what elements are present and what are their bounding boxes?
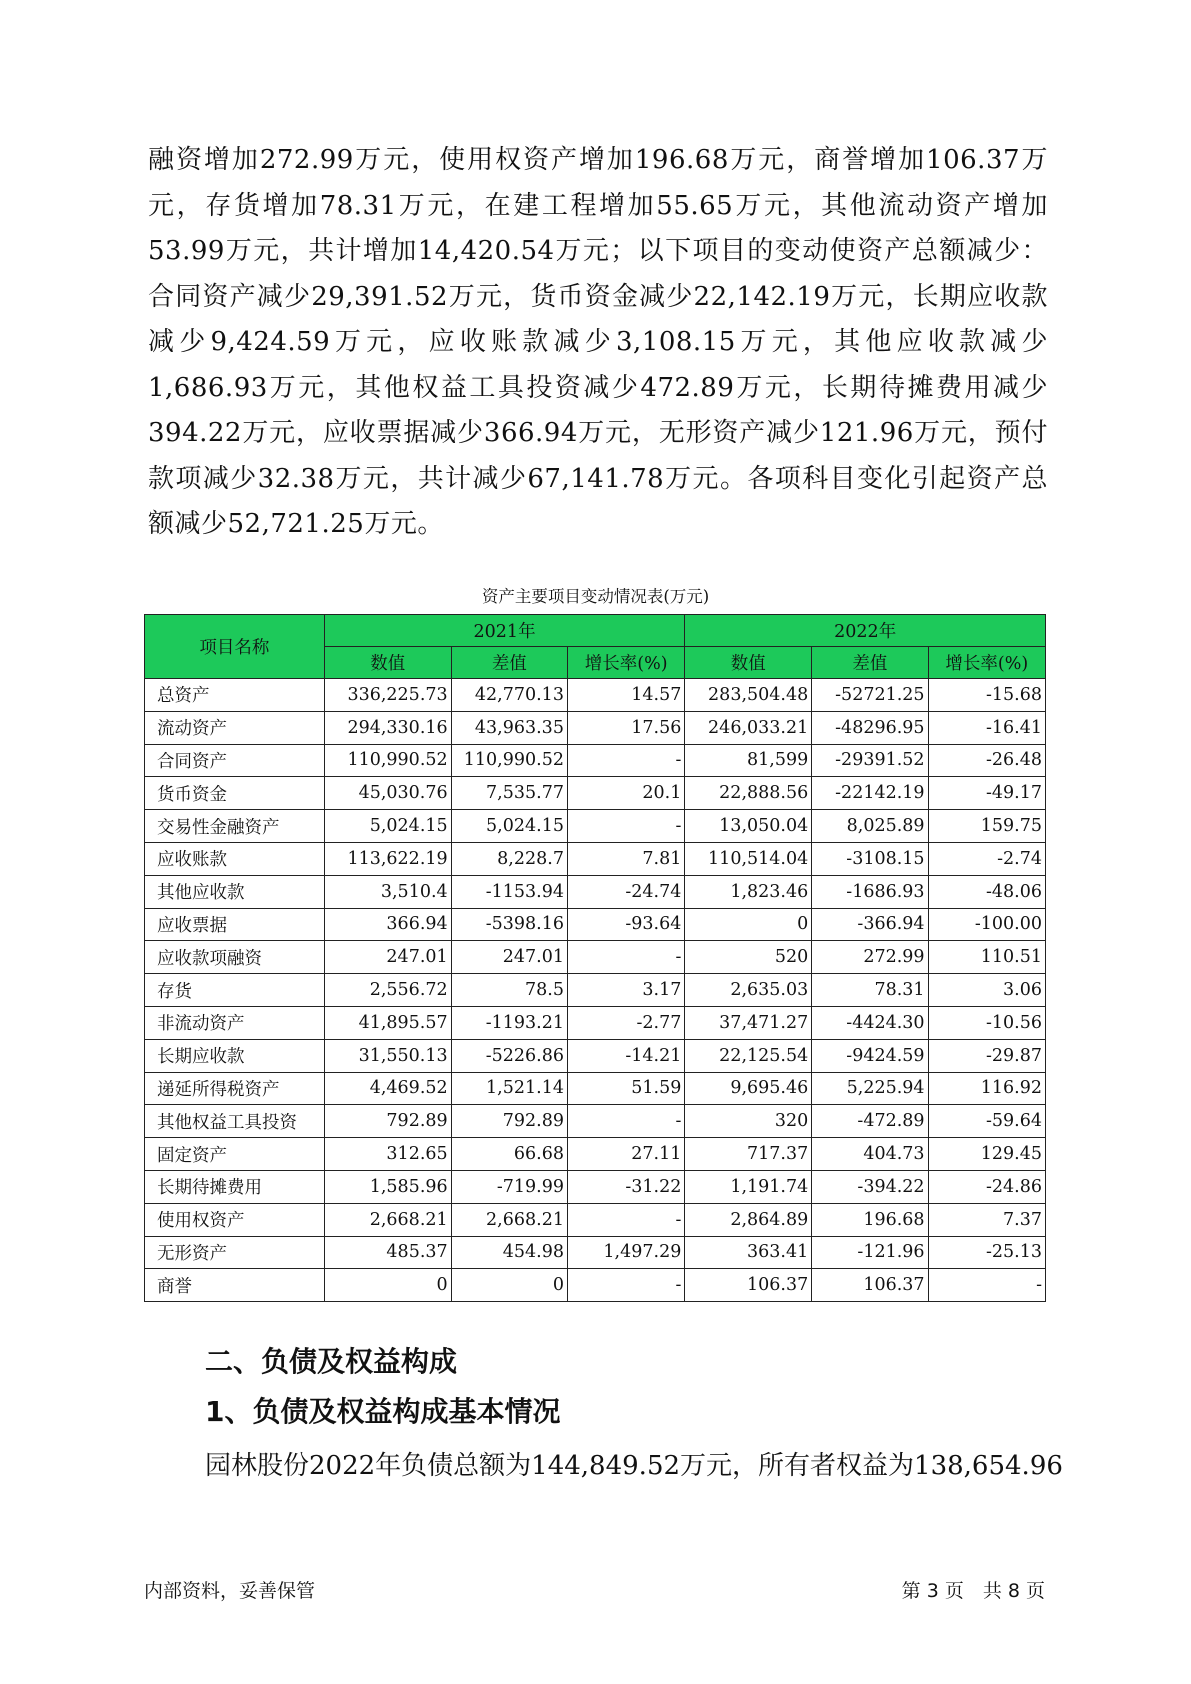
cell-value-2021: 792.89 bbox=[324, 1105, 451, 1138]
cell-value-2022: 81,599 bbox=[685, 744, 812, 777]
cell-diff-2021: -5398.16 bbox=[451, 908, 567, 941]
cell-diff-2022: 106.37 bbox=[812, 1269, 928, 1302]
table-row bbox=[145, 908, 1046, 941]
cell-rate-2022: 129.45 bbox=[928, 1138, 1045, 1171]
body-paragraph-2: 园林股份2022年负债总额为144,849.52万元，所有者权益为138,654.96 bbox=[205, 1451, 1063, 1481]
header-value-2022: 数值 bbox=[685, 647, 812, 679]
table-row bbox=[145, 679, 1046, 712]
row-name: 长期待摊费用 bbox=[145, 1170, 325, 1203]
cell-diff-2021: 454.98 bbox=[451, 1236, 567, 1269]
row-name: 其他应收款 bbox=[145, 875, 325, 908]
asset-change-table bbox=[144, 614, 1046, 1302]
cell-diff-2021: 7,535.77 bbox=[451, 777, 567, 810]
cell-value-2022: 9,695.46 bbox=[685, 1072, 812, 1105]
cell-diff-2021: 2,668.21 bbox=[451, 1203, 567, 1236]
cell-rate-2021: -31.22 bbox=[567, 1170, 684, 1203]
cell-rate-2022: -59.64 bbox=[928, 1105, 1045, 1138]
row-name: 流动资产 bbox=[145, 711, 325, 744]
body-paragraph: 融资增加272.99万元，使用权资产增加196.68万元，商誉增加106.37万元，存货增加78.31万元，在建工程增加55.65万元，其他流动资产增加53.99万元，共计增加14,420.54万元；以下项目的变动使资产总额减少：合同资产减少29,391.52万元，货币资金减少22,142.19万元，长期应收款减少9,424.59万元，应收账款减少3,108.15万元，其他应收款减少1,686.93万元，其他权益工具投资减少472.89万元，长期待摊费用减少394.22万元，应收票据减少366.94万元，无形资产减少121.96万元，预付款项减少32.38万元，共计减少67,141.78万元。各项科目变化引起资产总额减少52,721.25万元。 bbox=[148, 145, 1048, 539]
table-body bbox=[145, 679, 1046, 1302]
table-row bbox=[145, 1039, 1046, 1072]
row-name: 非流动资产 bbox=[145, 1006, 325, 1039]
cell-value-2021: 336,225.73 bbox=[324, 679, 451, 712]
cell-rate-2021: - bbox=[567, 1269, 684, 1302]
table-row bbox=[145, 842, 1046, 875]
cell-value-2021: 485.37 bbox=[324, 1236, 451, 1269]
cell-diff-2021: 43,963.35 bbox=[451, 711, 567, 744]
cell-diff-2021: -719.99 bbox=[451, 1170, 567, 1203]
row-name: 递延所得税资产 bbox=[145, 1072, 325, 1105]
cell-rate-2021: - bbox=[567, 810, 684, 843]
cell-value-2021: 31,550.13 bbox=[324, 1039, 451, 1072]
cell-rate-2022: -2.74 bbox=[928, 842, 1045, 875]
table-row bbox=[145, 875, 1046, 908]
cell-rate-2021: 27.11 bbox=[567, 1138, 684, 1171]
table-row bbox=[145, 810, 1046, 843]
row-name: 货币资金 bbox=[145, 777, 325, 810]
row-name: 应收票据 bbox=[145, 908, 325, 941]
cell-rate-2022: -15.68 bbox=[928, 679, 1045, 712]
cell-diff-2021: 42,770.13 bbox=[451, 679, 567, 712]
cell-rate-2022: -10.56 bbox=[928, 1006, 1045, 1039]
cell-rate-2021: 20.1 bbox=[567, 777, 684, 810]
cell-diff-2021: -5226.86 bbox=[451, 1039, 567, 1072]
cell-value-2022: 13,050.04 bbox=[685, 810, 812, 843]
cell-diff-2022: 78.31 bbox=[812, 974, 928, 1007]
cell-diff-2022: 404.73 bbox=[812, 1138, 928, 1171]
cell-rate-2022: -25.13 bbox=[928, 1236, 1045, 1269]
cell-value-2022: 22,125.54 bbox=[685, 1039, 812, 1072]
cell-value-2022: 2,635.03 bbox=[685, 974, 812, 1007]
cell-value-2021: 5,024.15 bbox=[324, 810, 451, 843]
row-name: 应收款项融资 bbox=[145, 941, 325, 974]
cell-rate-2022: -48.06 bbox=[928, 875, 1045, 908]
cell-diff-2022: -52721.25 bbox=[812, 679, 928, 712]
cell-rate-2021: 3.17 bbox=[567, 974, 684, 1007]
footer-page-number: 第 3 页 共 8 页 bbox=[901, 1580, 1045, 1602]
table-row bbox=[145, 941, 1046, 974]
cell-value-2021: 113,622.19 bbox=[324, 842, 451, 875]
table-row bbox=[145, 1072, 1046, 1105]
table-row bbox=[145, 1236, 1046, 1269]
cell-diff-2022: -472.89 bbox=[812, 1105, 928, 1138]
cell-rate-2021: - bbox=[567, 941, 684, 974]
cell-value-2021: 247.01 bbox=[324, 941, 451, 974]
footer-confidential-note: 内部资料，妥善保管 bbox=[144, 1580, 316, 1602]
cell-value-2021: 312.65 bbox=[324, 1138, 451, 1171]
subsection-heading: 1、负债及权益构成基本情况 bbox=[205, 1395, 561, 1428]
cell-value-2021: 0 bbox=[324, 1269, 451, 1302]
cell-rate-2021: - bbox=[567, 744, 684, 777]
cell-rate-2022: 159.75 bbox=[928, 810, 1045, 843]
cell-value-2022: 110,514.04 bbox=[685, 842, 812, 875]
cell-diff-2021: -1193.21 bbox=[451, 1006, 567, 1039]
table-row bbox=[145, 744, 1046, 777]
table-row bbox=[145, 1269, 1046, 1302]
header-rate-2021: 增长率(%) bbox=[567, 647, 684, 679]
section-heading: 二、负债及权益构成 bbox=[205, 1345, 458, 1378]
header-rate-2022: 增长率(%) bbox=[928, 647, 1045, 679]
cell-diff-2021: 247.01 bbox=[451, 941, 567, 974]
cell-rate-2022: -29.87 bbox=[928, 1039, 1045, 1072]
table-row bbox=[145, 1203, 1046, 1236]
cell-diff-2022: -1686.93 bbox=[812, 875, 928, 908]
cell-value-2021: 294,330.16 bbox=[324, 711, 451, 744]
table-row bbox=[145, 1170, 1046, 1203]
cell-diff-2022: -9424.59 bbox=[812, 1039, 928, 1072]
cell-value-2022: 2,864.89 bbox=[685, 1203, 812, 1236]
cell-rate-2021: 7.81 bbox=[567, 842, 684, 875]
cell-diff-2021: 792.89 bbox=[451, 1105, 567, 1138]
cell-rate-2022: 3.06 bbox=[928, 974, 1045, 1007]
cell-diff-2022: -22142.19 bbox=[812, 777, 928, 810]
cell-rate-2021: 14.57 bbox=[567, 679, 684, 712]
cell-value-2022: 22,888.56 bbox=[685, 777, 812, 810]
cell-diff-2021: 1,521.14 bbox=[451, 1072, 567, 1105]
cell-diff-2021: 110,990.52 bbox=[451, 744, 567, 777]
cell-value-2022: 246,033.21 bbox=[685, 711, 812, 744]
row-name: 总资产 bbox=[145, 679, 325, 712]
table-row bbox=[145, 777, 1046, 810]
cell-value-2021: 3,510.4 bbox=[324, 875, 451, 908]
cell-rate-2022: 7.37 bbox=[928, 1203, 1045, 1236]
cell-diff-2022: 196.68 bbox=[812, 1203, 928, 1236]
cell-rate-2022: 110.51 bbox=[928, 941, 1045, 974]
cell-diff-2021: -1153.94 bbox=[451, 875, 567, 908]
cell-rate-2021: -24.74 bbox=[567, 875, 684, 908]
table-row bbox=[145, 974, 1046, 1007]
cell-rate-2022: -16.41 bbox=[928, 711, 1045, 744]
cell-rate-2022: -26.48 bbox=[928, 744, 1045, 777]
cell-value-2022: 320 bbox=[685, 1105, 812, 1138]
cell-diff-2021: 66.68 bbox=[451, 1138, 567, 1171]
row-name: 合同资产 bbox=[145, 744, 325, 777]
row-name: 应收账款 bbox=[145, 842, 325, 875]
header-year-2022: 2022年 bbox=[685, 615, 1046, 647]
cell-value-2022: 0 bbox=[685, 908, 812, 941]
cell-value-2021: 366.94 bbox=[324, 908, 451, 941]
cell-value-2021: 1,585.96 bbox=[324, 1170, 451, 1203]
row-name: 使用权资产 bbox=[145, 1203, 325, 1236]
cell-diff-2022: 8,025.89 bbox=[812, 810, 928, 843]
cell-diff-2022: -29391.52 bbox=[812, 744, 928, 777]
row-name: 固定资产 bbox=[145, 1138, 325, 1171]
cell-diff-2021: 8,228.7 bbox=[451, 842, 567, 875]
cell-rate-2022: - bbox=[928, 1269, 1045, 1302]
cell-value-2021: 110,990.52 bbox=[324, 744, 451, 777]
table-row bbox=[145, 1105, 1046, 1138]
cell-value-2021: 45,030.76 bbox=[324, 777, 451, 810]
cell-rate-2021: 17.56 bbox=[567, 711, 684, 744]
row-name: 商誉 bbox=[145, 1269, 325, 1302]
cell-diff-2022: -121.96 bbox=[812, 1236, 928, 1269]
cell-diff-2022: 272.99 bbox=[812, 941, 928, 974]
row-name: 交易性金融资产 bbox=[145, 810, 325, 843]
table-row bbox=[145, 1006, 1046, 1039]
cell-value-2022: 106.37 bbox=[685, 1269, 812, 1302]
row-name: 无形资产 bbox=[145, 1236, 325, 1269]
cell-value-2022: 37,471.27 bbox=[685, 1006, 812, 1039]
table-row bbox=[145, 711, 1046, 744]
cell-diff-2022: -394.22 bbox=[812, 1170, 928, 1203]
cell-rate-2021: -93.64 bbox=[567, 908, 684, 941]
cell-rate-2021: - bbox=[567, 1203, 684, 1236]
cell-value-2021: 4,469.52 bbox=[324, 1072, 451, 1105]
table-row bbox=[145, 1138, 1046, 1171]
cell-value-2022: 1,823.46 bbox=[685, 875, 812, 908]
header-year-2021: 2021年 bbox=[324, 615, 685, 647]
cell-diff-2022: -4424.30 bbox=[812, 1006, 928, 1039]
cell-diff-2021: 5,024.15 bbox=[451, 810, 567, 843]
cell-rate-2021: -14.21 bbox=[567, 1039, 684, 1072]
cell-value-2022: 717.37 bbox=[685, 1138, 812, 1171]
cell-rate-2022: -24.86 bbox=[928, 1170, 1045, 1203]
cell-rate-2021: - bbox=[567, 1105, 684, 1138]
cell-rate-2021: 51.59 bbox=[567, 1072, 684, 1105]
header-diff-2021: 差值 bbox=[451, 647, 567, 679]
cell-rate-2022: -49.17 bbox=[928, 777, 1045, 810]
cell-rate-2021: -2.77 bbox=[567, 1006, 684, 1039]
header-diff-2022: 差值 bbox=[812, 647, 928, 679]
cell-value-2022: 1,191.74 bbox=[685, 1170, 812, 1203]
row-name: 存货 bbox=[145, 974, 325, 1007]
cell-rate-2022: 116.92 bbox=[928, 1072, 1045, 1105]
cell-diff-2022: -3108.15 bbox=[812, 842, 928, 875]
cell-value-2022: 520 bbox=[685, 941, 812, 974]
cell-value-2021: 2,556.72 bbox=[324, 974, 451, 1007]
cell-value-2022: 363.41 bbox=[685, 1236, 812, 1269]
cell-diff-2021: 0 bbox=[451, 1269, 567, 1302]
row-name: 长期应收款 bbox=[145, 1039, 325, 1072]
cell-value-2022: 283,504.48 bbox=[685, 679, 812, 712]
cell-diff-2022: 5,225.94 bbox=[812, 1072, 928, 1105]
cell-value-2021: 41,895.57 bbox=[324, 1006, 451, 1039]
header-item-name: 项目名称 bbox=[145, 615, 325, 679]
cell-diff-2022: -48296.95 bbox=[812, 711, 928, 744]
cell-value-2021: 2,668.21 bbox=[324, 1203, 451, 1236]
cell-rate-2021: 1,497.29 bbox=[567, 1236, 684, 1269]
table-caption: 资产主要项目变动情况表(万元) bbox=[481, 587, 710, 606]
cell-rate-2022: -100.00 bbox=[928, 908, 1045, 941]
cell-diff-2022: -366.94 bbox=[812, 908, 928, 941]
header-value-2021: 数值 bbox=[324, 647, 451, 679]
cell-diff-2021: 78.5 bbox=[451, 974, 567, 1007]
row-name: 其他权益工具投资 bbox=[145, 1105, 325, 1138]
